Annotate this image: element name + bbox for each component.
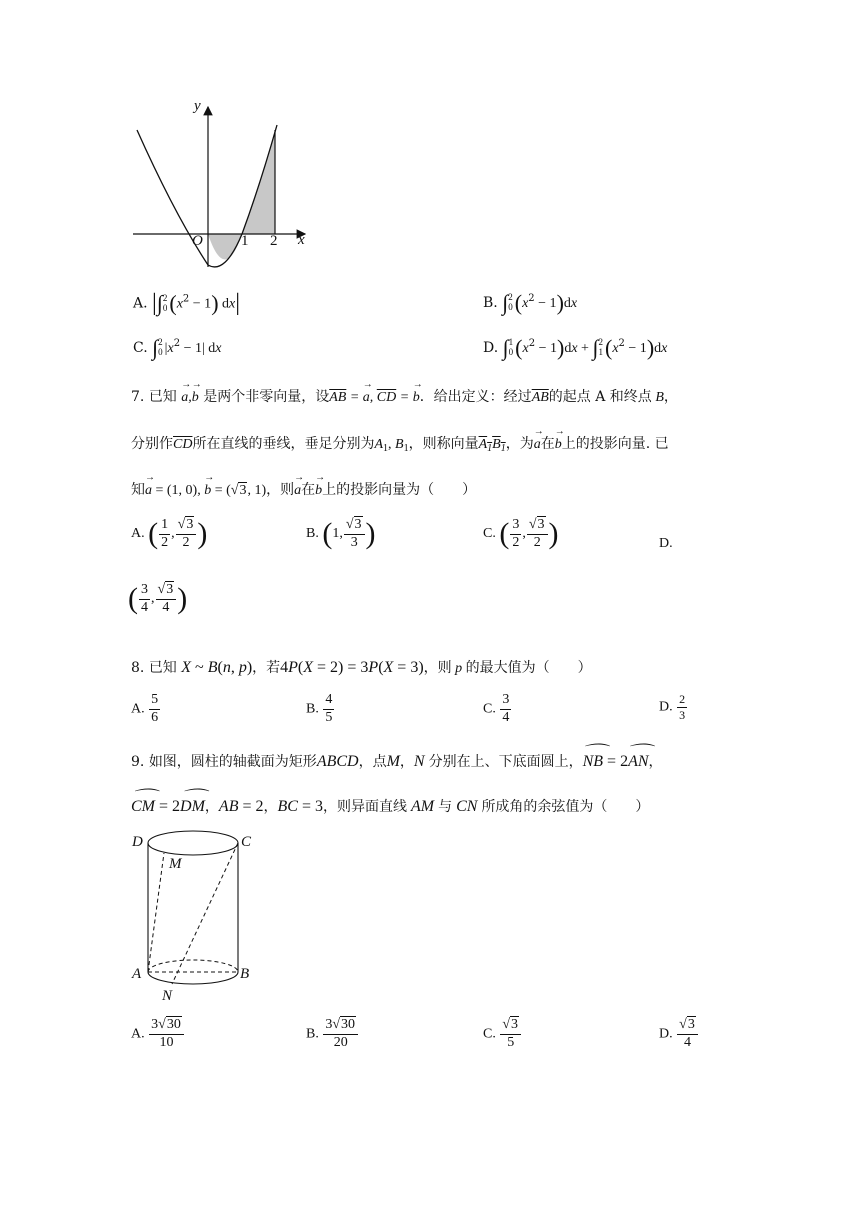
q7-text: ，则称向量 [408,436,479,452]
graph-tick-2: 2 [270,233,278,249]
q8-text: 已知 [148,660,177,676]
q6-option-d[interactable]: D. ∫ 1 0 $(x^2 - 1)dx$ + ∫ 2 1 $(x^2 - 1)dx$ [483,335,668,360]
fig-label-d: D [132,834,143,850]
q7-text: 知 [131,482,145,498]
q8-option-c-label: C. [483,701,496,717]
q8-text: 的最大值为（ ） [465,660,592,676]
graph-y-label: y [194,98,201,114]
q9-text: 如图，圆柱的轴截面为矩形 [148,754,317,770]
q8-line: 8. 已知 X ~ B(n, p)，若4P(X = 2) = 3P(X = 3)，则 p 的最大值为（ ） [131,659,592,676]
q9-option-c[interactable]: C. $\frac{√3}{5}$ [483,1018,522,1050]
q9-line-1: 9. 如图，圆柱的轴截面为矩形ABCD，点M，N 分别在上、下底面圆上，⌒ NB = 2⌒ AN， [131,751,663,771]
q6-option-a-label: A. [133,295,148,312]
q7-text: 所在直线的垂线，垂足分别为 [192,436,375,452]
q7-text: 是两个非零向量，设 [203,389,330,405]
graph-origin-label: O [192,233,203,249]
graph-x-label: x [298,232,305,248]
q7-number: 7. [131,389,145,405]
q7-option-b[interactable]: B. (1, $\frac{√3}{3}$ ) [306,516,376,550]
q7-option-a[interactable]: A. ( $\frac{1}{2}$ , $\frac{√3}{2}$ ) [131,516,208,550]
q6-option-d-label: D. [483,340,499,356]
q7-text: ，为 [505,436,534,452]
q9-text: ，则异面直线 [322,799,407,815]
q8-option-c[interactable]: C. $\frac{3}{4}$ [483,692,510,725]
q9-text: 分别在上、下底面圆上， [428,754,583,770]
q7-text: ．给出定义：经过 [419,389,532,405]
fig-label-a: A [132,966,142,982]
graph-tick-1: 1 [241,233,249,249]
q8-option-a[interactable]: A. $\frac{5}{6}$ [131,692,159,725]
q7-text: 上的投影向量为（ ） [322,482,477,498]
shaded-region-below [208,234,242,260]
q9-text: ， [399,754,414,770]
q9-option-b-label: B. [306,1026,319,1042]
q7-line-2: 分别作$\overline{CD}$所在直线的垂线，垂足分别为$A_1$, $B_1$，则称向量$A_1B_1$，为→ a在→ b上的投影向量. 已 [131,433,669,454]
top-ellipse [148,831,238,855]
q9-option-b[interactable]: B. $\frac{3√30}{20}$ [306,1018,359,1050]
fig-label-b: B [240,966,250,982]
q8-text: ，若 [252,660,281,676]
q9-text: 与 [438,799,453,815]
q9-option-c-label: C. [483,1026,496,1042]
fig-label-m: M [169,856,182,872]
q9-option-a[interactable]: A. $\frac{3√30}{10}$ [131,1018,185,1050]
q7-line-1: 7. 已知 → a,→ b 是两个非零向量，设$\overline{AB}$ = → a, $\overline{CD}$ = → b．给出定义：经过$\overline{AB}$的起点 A 和终点 B， [131,386,678,406]
q7-option-d[interactable]: ( $\frac{3}{4}$ , $\frac{√3}{4}$ ) [128,581,188,615]
q6-option-c-label: C. [133,340,148,356]
segment-am [148,853,164,972]
q7-line-3: 知→ a = (1, 0), → b = (√3, 1)，则→ a在→ b上的投影向量为（ ） [131,479,476,499]
q7-option-a-label: A. [131,526,145,542]
q7-option-c[interactable]: C. ( $\frac{3}{2}$ , $\frac{√3}{2}$ ) [483,516,559,550]
q9-text: 所成角的余弦值为（ ） [481,799,650,815]
q9-number: 9. [131,754,145,770]
q7-option-b-label: B. [306,526,319,542]
q6-option-b-label: B. [483,295,498,311]
q9-option-d-label: D. [659,1026,673,1042]
parabola-graph [125,95,325,275]
q7-text: 的起点 A 和终点 [548,389,652,405]
q8-option-d-label: D. [659,699,673,715]
q9-option-d[interactable]: D. $\frac{√3}{4}$ [659,1018,699,1050]
fig-label-c: C [241,834,252,850]
q7-text: 已知 [148,389,177,405]
q7-text: 在 [301,482,316,498]
q8-text: ，则 [423,660,452,676]
q6-option-c[interactable]: C. ∫ 2 0 $|x^2 - 1|$ dx [133,335,222,360]
q7-text: ，则 [266,482,295,498]
q7-option-c-label: C. [483,526,496,542]
q8-option-b-label: B. [306,701,319,717]
bottom-back-arc [148,960,238,972]
q7-text: 上的投影向量. 已 [561,436,669,452]
q8-option-d[interactable]: D. $\frac{2}{3}$ [659,692,686,722]
q6-option-b[interactable]: B. ∫ 2 0 $(x^2 - 1)dx$ [483,290,578,315]
q9-line-2: ⌒ CM = 2⌒ DM，AB = 2，BC = 3，则异面直线 AM 与 CN 所成角的余弦值为（ ） [131,796,649,816]
q8-option-a-label: A. [131,701,145,717]
q7-text: 在 [540,436,555,452]
q8-option-b[interactable]: B. $\frac{4}{5}$ [306,692,333,725]
fig-label-n: N [162,988,173,1004]
bottom-front-arc [148,972,238,984]
q9-text: ，点 [358,754,387,770]
q6-option-a[interactable]: A. |∫ 2 0 $(x^2 - 1)$ dx| [133,290,241,316]
q8-number: 8. [131,660,145,676]
q9-option-a-label: A. [131,1026,145,1042]
q7-option-d-label[interactable]: D. [659,536,673,551]
q7-text: 分别作 [131,436,173,452]
